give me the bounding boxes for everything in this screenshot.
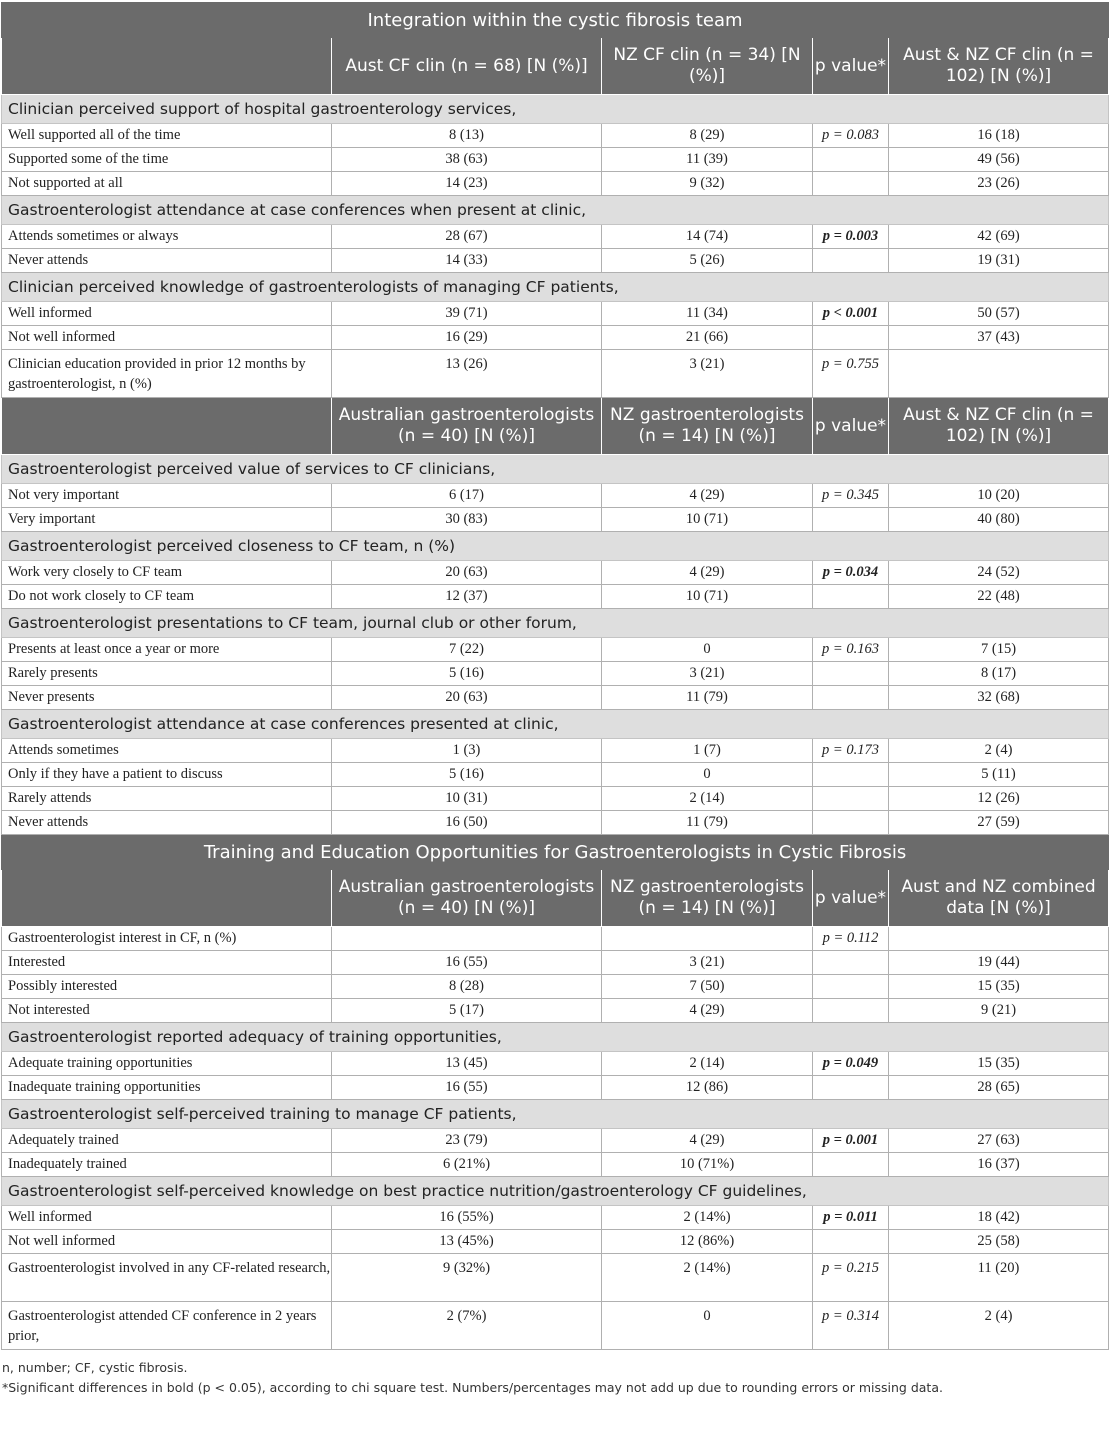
- row-label: Supported some of the time: [2, 148, 332, 172]
- table-row: [2, 927, 1109, 951]
- column-header: Australian gastroenterologists (n = 40) [N (%)]: [332, 870, 602, 927]
- section-title: Training and Education Opportunities for Gastroenterologists in Cystic Fibrosis: [2, 835, 1109, 870]
- column-header: [2, 870, 332, 927]
- column-header: p value*: [813, 38, 889, 95]
- row-label: Rarely presents: [2, 662, 332, 686]
- table-row: [2, 763, 1109, 787]
- value-cell: 10 (71%): [602, 1153, 813, 1177]
- value-cell: 3 (21): [602, 350, 813, 398]
- value-cell: 2 (7%): [332, 1302, 602, 1350]
- table-row: [2, 561, 1109, 585]
- value-cell: 13 (26): [332, 350, 602, 398]
- row-label: Presents at least once a year or more: [2, 638, 332, 662]
- value-cell: 19 (31): [889, 249, 1109, 273]
- p-value-cell: p = 0.755: [813, 350, 889, 398]
- p-value-cell: [813, 326, 889, 350]
- group-heading: Clinician perceived knowledge of gastroenterologists of managing CF patients,: [2, 273, 1109, 302]
- group-heading: Gastroenterologist attendance at case conferences when present at clinic,: [2, 196, 1109, 225]
- value-cell: 10 (31): [332, 787, 602, 811]
- row-label: Very important: [2, 508, 332, 532]
- group-heading-row: [2, 455, 1109, 484]
- p-value-cell: p = 0.001: [813, 1129, 889, 1153]
- value-cell: 28 (65): [889, 1076, 1109, 1100]
- value-cell: 15 (35): [889, 1052, 1109, 1076]
- row-label: Adequate training opportunities: [2, 1052, 332, 1076]
- row-label: Attends sometimes or always: [2, 225, 332, 249]
- row-label: Not supported at all: [2, 172, 332, 196]
- p-value-cell: [813, 662, 889, 686]
- table-row: [2, 124, 1109, 148]
- column-header: [2, 398, 332, 455]
- p-value-cell: [813, 1076, 889, 1100]
- table-row: [2, 172, 1109, 196]
- group-heading: Gastroenterologist perceived value of services to CF clinicians,: [2, 455, 1109, 484]
- group-heading-row: [2, 532, 1109, 561]
- group-heading-row: [2, 1100, 1109, 1129]
- group-heading: Gastroenterologist perceived closeness to CF team, n (%): [2, 532, 1109, 561]
- value-cell: 32 (68): [889, 686, 1109, 710]
- value-cell: 4 (29): [602, 1129, 813, 1153]
- value-cell: 30 (83): [332, 508, 602, 532]
- row-label: Well informed: [2, 1206, 332, 1230]
- row-label: Possibly interested: [2, 975, 332, 999]
- table-row: [2, 508, 1109, 532]
- footnote-significance: *Significant differences in bold (p < 0.05), according to chi square test. Numbers/percentages may not add up due to rounding errors or missing data.: [2, 1380, 943, 1395]
- group-heading-row: [2, 710, 1109, 739]
- value-cell: 11 (20): [889, 1254, 1109, 1302]
- value-cell: 40 (80): [889, 508, 1109, 532]
- value-cell: 13 (45%): [332, 1230, 602, 1254]
- value-cell: 49 (56): [889, 148, 1109, 172]
- value-cell: 10 (20): [889, 484, 1109, 508]
- value-cell: 16 (37): [889, 1153, 1109, 1177]
- p-value-cell: p = 0.314: [813, 1302, 889, 1350]
- value-cell: 21 (66): [602, 326, 813, 350]
- row-label: Not interested: [2, 999, 332, 1023]
- table-row: [2, 739, 1109, 763]
- group-heading-row: [2, 95, 1109, 124]
- value-cell: 8 (29): [602, 124, 813, 148]
- value-cell: 12 (37): [332, 585, 602, 609]
- table-row: [2, 1052, 1109, 1076]
- table-row: [2, 249, 1109, 273]
- value-cell: 2 (14): [602, 787, 813, 811]
- p-value-cell: [813, 585, 889, 609]
- p-value-cell: [813, 686, 889, 710]
- column-header-row: [2, 398, 1109, 455]
- p-value-cell: [813, 1230, 889, 1254]
- value-cell: 16 (50): [332, 811, 602, 835]
- value-cell: 2 (4): [889, 1302, 1109, 1350]
- table-row: [2, 1153, 1109, 1177]
- row-label: Inadequately trained: [2, 1153, 332, 1177]
- section-title-row: [2, 3, 1109, 38]
- p-value-cell: [813, 811, 889, 835]
- row-label: Gastroenterologist attended CF conference in 2 years prior,: [2, 1302, 332, 1350]
- table-row: [2, 148, 1109, 172]
- section-title-row: [2, 835, 1109, 870]
- p-value-cell: [813, 172, 889, 196]
- value-cell: 9 (21): [889, 999, 1109, 1023]
- value-cell: 50 (57): [889, 302, 1109, 326]
- table-row: [2, 1230, 1109, 1254]
- value-cell: 11 (79): [602, 686, 813, 710]
- value-cell: 20 (63): [332, 561, 602, 585]
- column-header: NZ gastroenterologists (n = 14) [N (%)]: [602, 870, 813, 927]
- group-heading-row: [2, 273, 1109, 302]
- value-cell: 5 (26): [602, 249, 813, 273]
- table-row: [2, 975, 1109, 999]
- p-value-cell: [813, 148, 889, 172]
- value-cell: 9 (32%): [332, 1254, 602, 1302]
- value-cell: 11 (79): [602, 811, 813, 835]
- footnote-abbreviations: n, number; CF, cystic fibrosis.: [2, 1360, 188, 1375]
- table-row: [2, 951, 1109, 975]
- column-header: Aust & NZ CF clin (n = 102) [N (%)]: [889, 398, 1109, 455]
- p-value-cell: p = 0.034: [813, 561, 889, 585]
- row-label: Rarely attends: [2, 787, 332, 811]
- value-cell: 5 (17): [332, 999, 602, 1023]
- value-cell: 11 (34): [602, 302, 813, 326]
- group-heading: Gastroenterologist self-perceived training to manage CF patients,: [2, 1100, 1109, 1129]
- value-cell: 42 (69): [889, 225, 1109, 249]
- group-heading: Clinician perceived support of hospital gastroenterology services,: [2, 95, 1109, 124]
- table-row: [2, 999, 1109, 1023]
- table-row: [2, 638, 1109, 662]
- p-value-cell: p = 0.173: [813, 739, 889, 763]
- value-cell: [602, 927, 813, 951]
- value-cell: 4 (29): [602, 999, 813, 1023]
- row-label: Never presents: [2, 686, 332, 710]
- table-row: [2, 484, 1109, 508]
- group-heading: Gastroenterologist attendance at case conferences presented at clinic,: [2, 710, 1109, 739]
- value-cell: 12 (86): [602, 1076, 813, 1100]
- p-value-cell: p = 0.003: [813, 225, 889, 249]
- value-cell: 0: [602, 763, 813, 787]
- table-row: [2, 302, 1109, 326]
- table-row: [2, 1076, 1109, 1100]
- value-cell: 16 (55): [332, 951, 602, 975]
- p-value-cell: [813, 951, 889, 975]
- value-cell: 5 (11): [889, 763, 1109, 787]
- row-label: Well informed: [2, 302, 332, 326]
- row-label: Not well informed: [2, 326, 332, 350]
- p-value-cell: [813, 975, 889, 999]
- value-cell: 8 (28): [332, 975, 602, 999]
- value-cell: 27 (59): [889, 811, 1109, 835]
- value-cell: 12 (86%): [602, 1230, 813, 1254]
- p-value-cell: p = 0.215: [813, 1254, 889, 1302]
- group-heading-row: [2, 1177, 1109, 1206]
- value-cell: 11 (39): [602, 148, 813, 172]
- value-cell: 2 (14): [602, 1052, 813, 1076]
- p-value-cell: p = 0.011: [813, 1206, 889, 1230]
- section-title: Integration within the cystic fibrosis team: [2, 3, 1109, 38]
- p-value-cell: [813, 787, 889, 811]
- value-cell: 15 (35): [889, 975, 1109, 999]
- value-cell: 4 (29): [602, 484, 813, 508]
- table-row: [2, 787, 1109, 811]
- column-header: Aust and NZ combined data [N (%)]: [889, 870, 1109, 927]
- value-cell: 6 (17): [332, 484, 602, 508]
- value-cell: 8 (17): [889, 662, 1109, 686]
- column-header: NZ gastroenterologists (n = 14) [N (%)]: [602, 398, 813, 455]
- table-row: [2, 350, 1109, 398]
- row-label: Gastroenterologist interest in CF, n (%): [2, 927, 332, 951]
- value-cell: 1 (7): [602, 739, 813, 763]
- p-value-cell: [813, 249, 889, 273]
- value-cell: 9 (32): [602, 172, 813, 196]
- value-cell: 3 (21): [602, 951, 813, 975]
- value-cell: 39 (71): [332, 302, 602, 326]
- value-cell: 16 (55): [332, 1076, 602, 1100]
- value-cell: [889, 927, 1109, 951]
- value-cell: 5 (16): [332, 763, 602, 787]
- value-cell: 12 (26): [889, 787, 1109, 811]
- table-row: [2, 1302, 1109, 1350]
- column-header: Aust CF clin (n = 68) [N (%)]: [332, 38, 602, 95]
- value-cell: 7 (15): [889, 638, 1109, 662]
- group-heading: Gastroenterologist self-perceived knowledge on best practice nutrition/gastroenterology CF guidelines,: [2, 1177, 1109, 1206]
- value-cell: 22 (48): [889, 585, 1109, 609]
- value-cell: 14 (74): [602, 225, 813, 249]
- value-cell: 0: [602, 1302, 813, 1350]
- value-cell: [332, 927, 602, 951]
- column-header: Australian gastroenterologists (n = 40) [N (%)]: [332, 398, 602, 455]
- value-cell: 10 (71): [602, 585, 813, 609]
- value-cell: [889, 350, 1109, 398]
- value-cell: 6 (21%): [332, 1153, 602, 1177]
- value-cell: 27 (63): [889, 1129, 1109, 1153]
- table-row: [2, 1206, 1109, 1230]
- row-label: Inadequate training opportunities: [2, 1076, 332, 1100]
- value-cell: 14 (23): [332, 172, 602, 196]
- value-cell: 1 (3): [332, 739, 602, 763]
- value-cell: 2 (14%): [602, 1254, 813, 1302]
- column-header: NZ CF clin (n = 34) [N (%)]: [602, 38, 813, 95]
- p-value-cell: [813, 1153, 889, 1177]
- value-cell: 23 (26): [889, 172, 1109, 196]
- p-value-cell: p < 0.001: [813, 302, 889, 326]
- table-row: [2, 585, 1109, 609]
- value-cell: 3 (21): [602, 662, 813, 686]
- value-cell: 5 (16): [332, 662, 602, 686]
- table-row: [2, 686, 1109, 710]
- group-heading: Gastroenterologist reported adequacy of training opportunities,: [2, 1023, 1109, 1052]
- p-value-cell: p = 0.345: [813, 484, 889, 508]
- table-row: [2, 811, 1109, 835]
- table-row: [2, 326, 1109, 350]
- p-value-cell: p = 0.112: [813, 927, 889, 951]
- row-label: Attends sometimes: [2, 739, 332, 763]
- group-heading-row: [2, 609, 1109, 638]
- row-label: Do not work closely to CF team: [2, 585, 332, 609]
- p-value-cell: [813, 508, 889, 532]
- value-cell: 14 (33): [332, 249, 602, 273]
- value-cell: 4 (29): [602, 561, 813, 585]
- value-cell: 16 (18): [889, 124, 1109, 148]
- table-row: [2, 225, 1109, 249]
- column-header: Aust & NZ CF clin (n = 102) [N (%)]: [889, 38, 1109, 95]
- value-cell: 2 (14%): [602, 1206, 813, 1230]
- value-cell: 25 (58): [889, 1230, 1109, 1254]
- row-label: Interested: [2, 951, 332, 975]
- row-label: Only if they have a patient to discuss: [2, 763, 332, 787]
- p-value-cell: [813, 763, 889, 787]
- value-cell: 19 (44): [889, 951, 1109, 975]
- row-label: Not well informed: [2, 1230, 332, 1254]
- p-value-cell: [813, 999, 889, 1023]
- value-cell: 18 (42): [889, 1206, 1109, 1230]
- value-cell: 2 (4): [889, 739, 1109, 763]
- column-header-row: [2, 870, 1109, 927]
- value-cell: 24 (52): [889, 561, 1109, 585]
- column-header: [2, 38, 332, 95]
- value-cell: 16 (55%): [332, 1206, 602, 1230]
- value-cell: 16 (29): [332, 326, 602, 350]
- value-cell: 8 (13): [332, 124, 602, 148]
- row-label: Never attends: [2, 811, 332, 835]
- value-cell: 10 (71): [602, 508, 813, 532]
- row-label: Work very closely to CF team: [2, 561, 332, 585]
- value-cell: 13 (45): [332, 1052, 602, 1076]
- p-value-cell: p = 0.049: [813, 1052, 889, 1076]
- row-label: Gastroenterologist involved in any CF-related research,: [2, 1254, 332, 1302]
- value-cell: 23 (79): [332, 1129, 602, 1153]
- group-heading-row: [2, 1023, 1109, 1052]
- column-header: p value*: [813, 870, 889, 927]
- row-label: Adequately trained: [2, 1129, 332, 1153]
- row-label: Well supported all of the time: [2, 124, 332, 148]
- group-heading: Gastroenterologist presentations to CF team, journal club or other forum,: [2, 609, 1109, 638]
- value-cell: 28 (67): [332, 225, 602, 249]
- row-label: Not very important: [2, 484, 332, 508]
- row-label: Clinician education provided in prior 12 months by gastroenterologist, n (%): [2, 350, 332, 398]
- table-row: [2, 1129, 1109, 1153]
- value-cell: 20 (63): [332, 686, 602, 710]
- table-row: [2, 662, 1109, 686]
- group-heading-row: [2, 196, 1109, 225]
- column-header: p value*: [813, 398, 889, 455]
- table-row: [2, 1254, 1109, 1302]
- p-value-cell: p = 0.163: [813, 638, 889, 662]
- value-cell: 0: [602, 638, 813, 662]
- value-cell: 38 (63): [332, 148, 602, 172]
- column-header-row: [2, 38, 1109, 95]
- value-cell: 7 (22): [332, 638, 602, 662]
- row-label: Never attends: [2, 249, 332, 273]
- value-cell: 37 (43): [889, 326, 1109, 350]
- p-value-cell: p = 0.083: [813, 124, 889, 148]
- results-table: [1, 2, 1109, 1350]
- value-cell: 7 (50): [602, 975, 813, 999]
